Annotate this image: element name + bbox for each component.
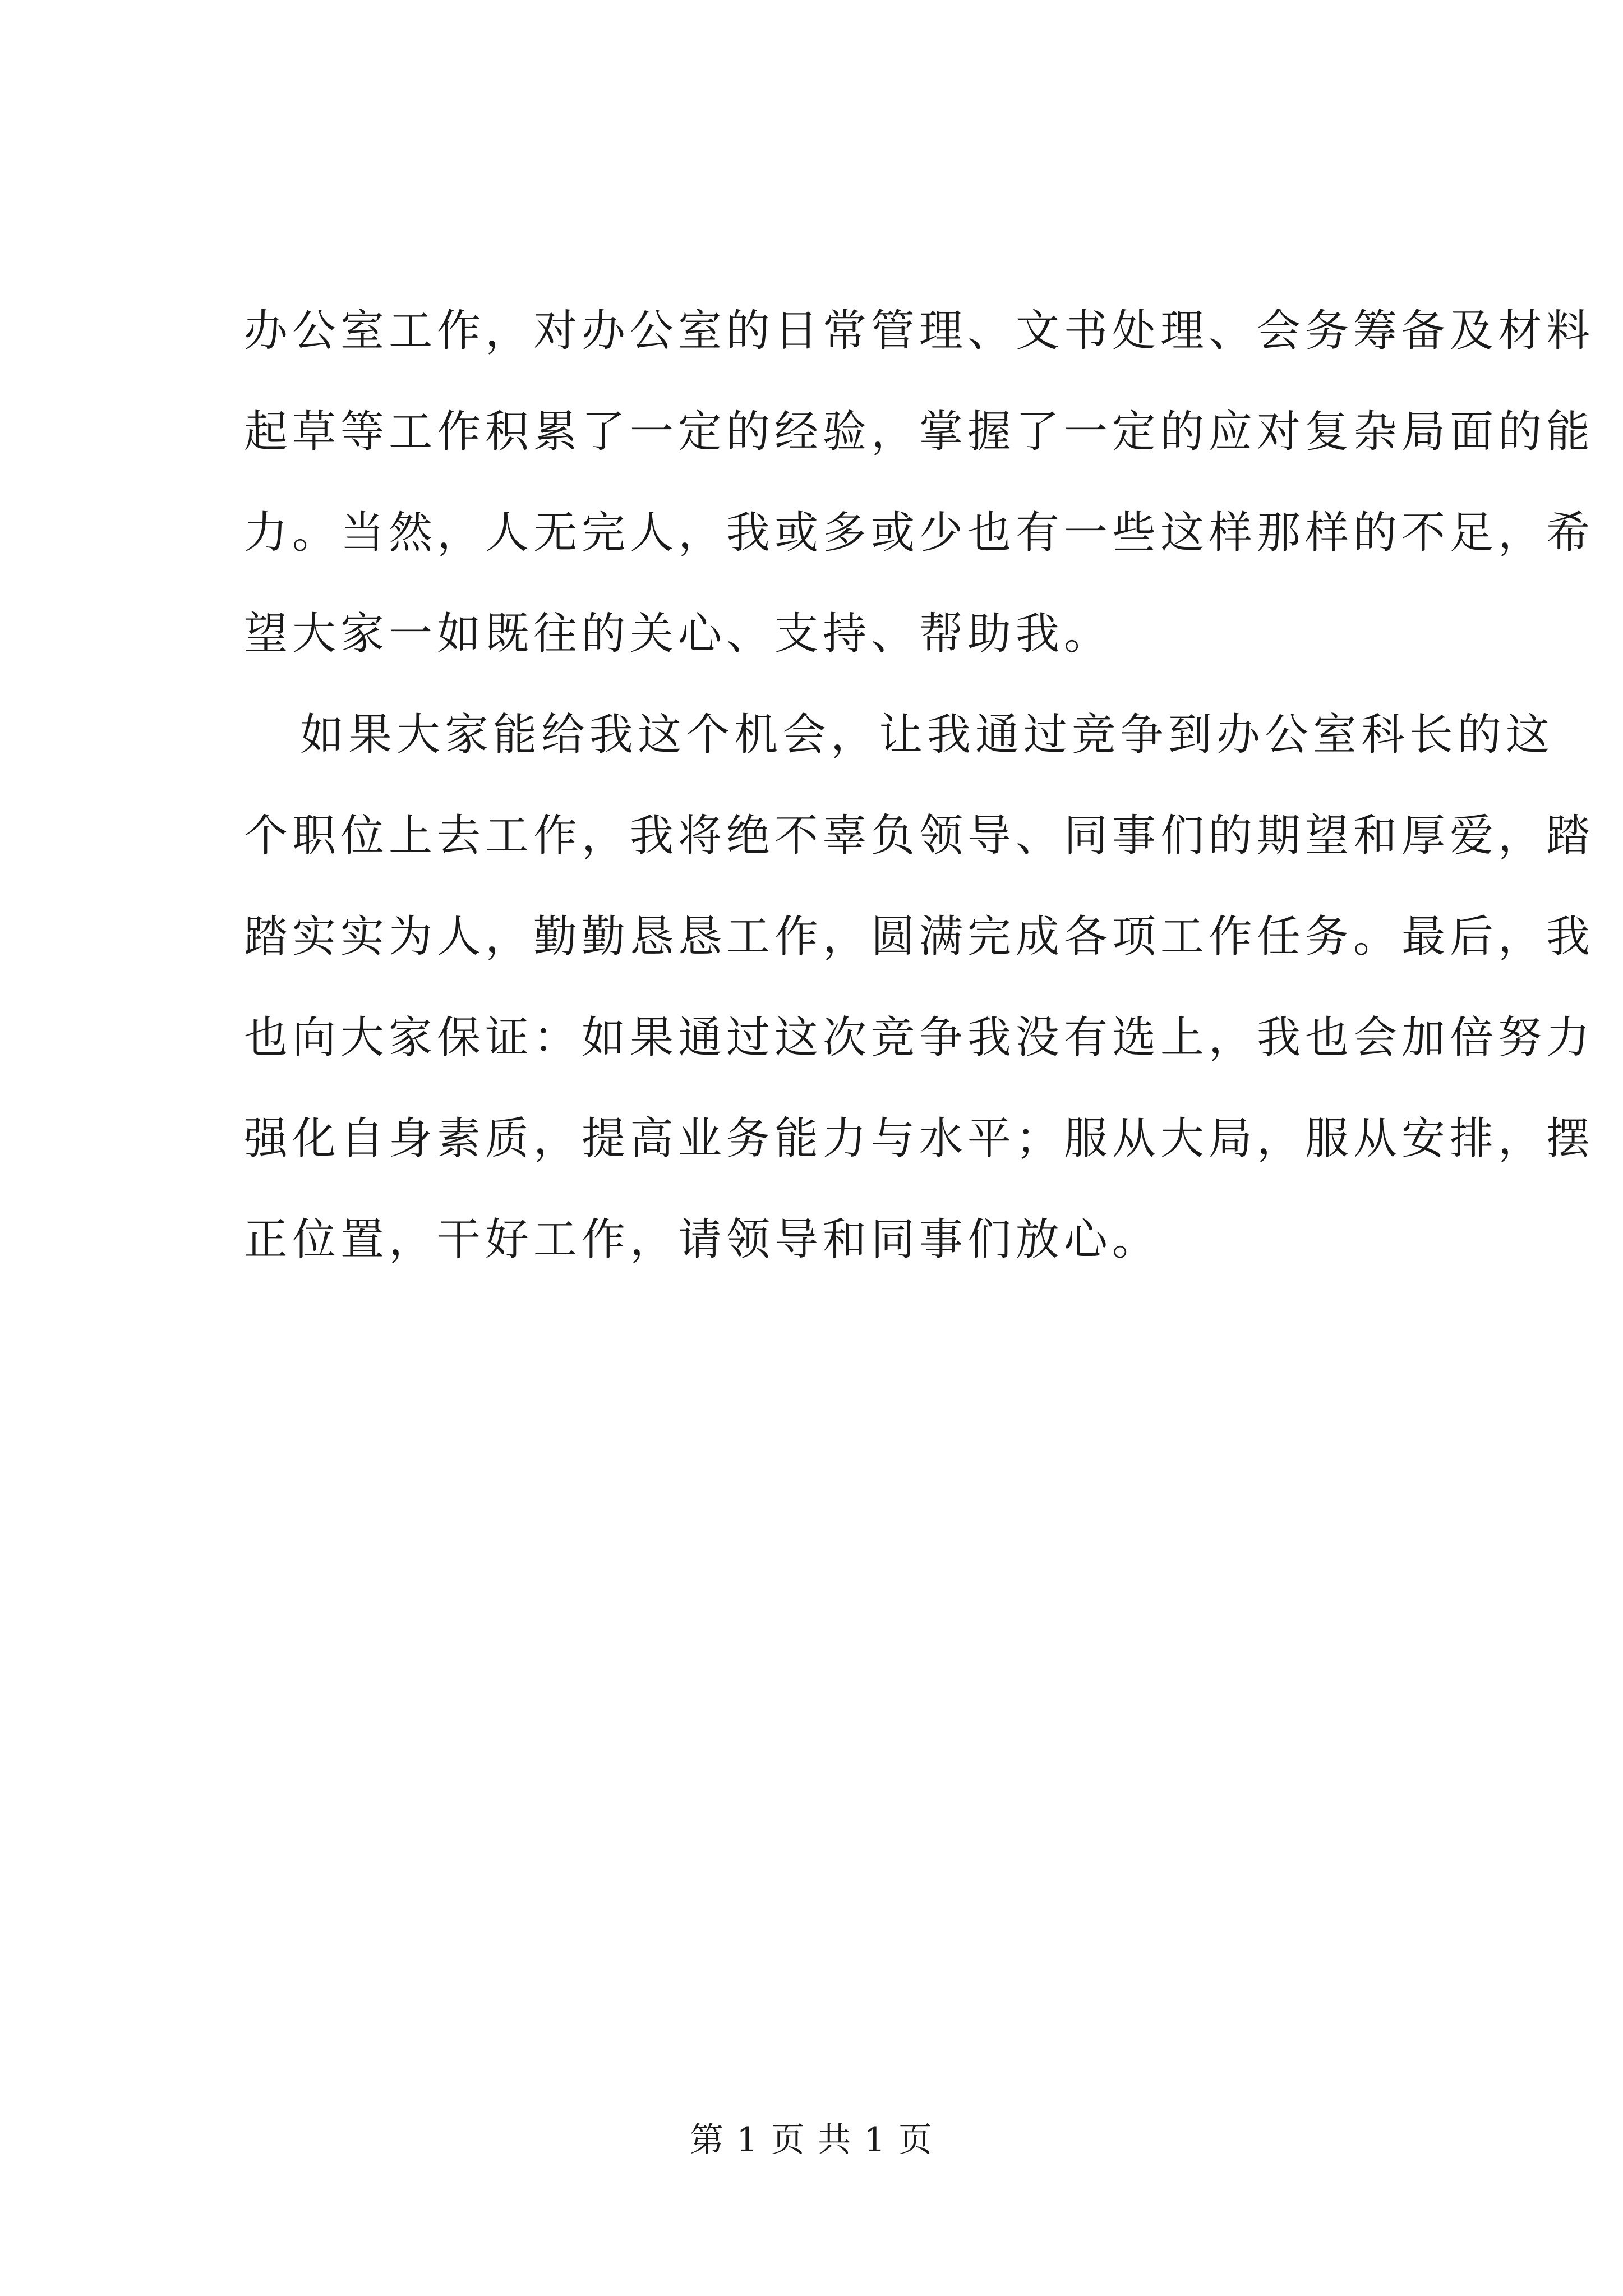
paragraph-2-line-3: 踏实实为人，勤勤恳恳工作，圆满完成各项工作任务。最后，我 bbox=[244, 912, 1595, 962]
paragraph-2-line-1: 如果大家能给我这个机会，让我通过竞争到办公室科长的这 bbox=[300, 710, 1555, 760]
paragraph-2-line-2: 个职位上去工作，我将绝不辜负领导、同事们的期望和厚爱，踏 bbox=[244, 811, 1595, 861]
paragraph-1-line-1: 办公室工作，对办公室的日常管理、文书处理、会务筹备及材料 bbox=[244, 306, 1595, 356]
paragraph-1-line-2: 起草等工作积累了一定的经验，掌握了一定的应对复杂局面的能 bbox=[244, 407, 1595, 457]
paragraph-1-line-4: 望大家一如既往的关心、支持、帮助我。 bbox=[244, 609, 1113, 659]
paragraph-1-line-3: 力。当然，人无完人，我或多或少也有一些这样那样的不足，希 bbox=[244, 508, 1595, 558]
paragraph-2-line-5: 强化自身素质，提高业务能力与水平；服从大局，服从安排，摆 bbox=[244, 1114, 1595, 1164]
page-number-footer: 第 1 页 共 1 页 bbox=[690, 2120, 933, 2160]
paragraph-2-line-4: 也向大家保证：如果通过这次竞争我没有选上，我也会加倍努力 bbox=[244, 1013, 1595, 1063]
paragraph-2-line-6: 正位置，干好工作，请领导和同事们放心。 bbox=[244, 1214, 1161, 1265]
